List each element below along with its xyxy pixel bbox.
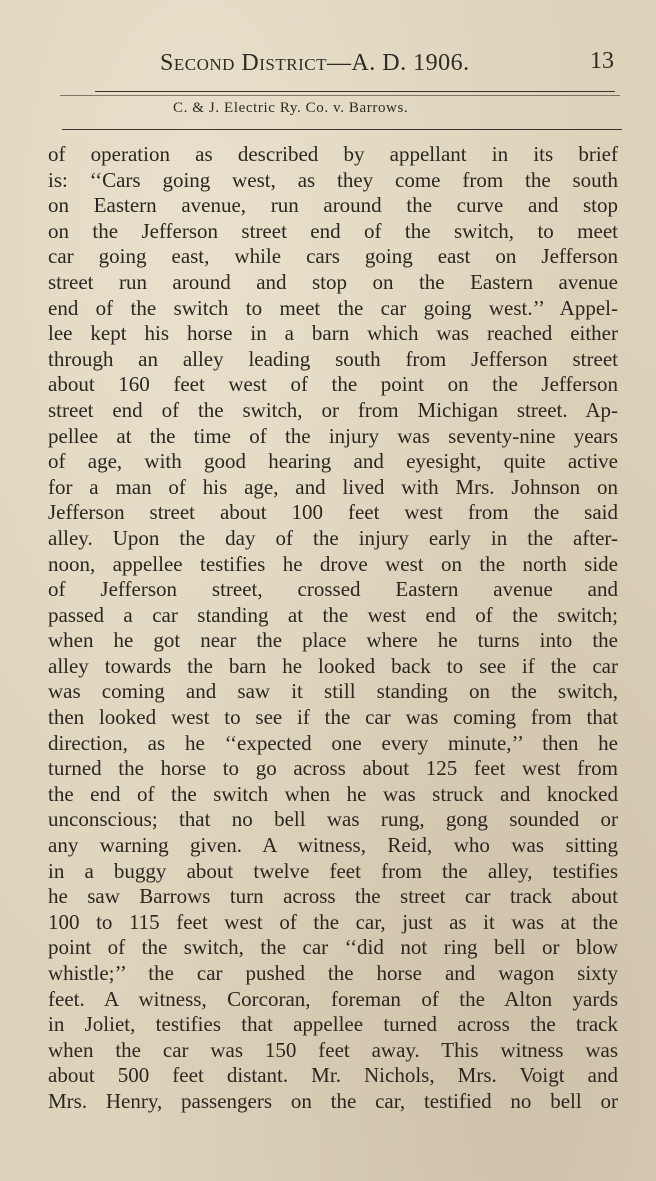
text-line: when the car was 150 feet away. This witness was bbox=[48, 1037, 618, 1062]
text-line: noon, appellee testifies he drove west on the north side bbox=[48, 551, 618, 576]
text-line: then looked west to see if the car was coming from that bbox=[48, 705, 618, 730]
body-text bbox=[48, 142, 618, 1115]
header-rule-top-thin bbox=[60, 95, 620, 96]
text-line: alley. Upon the day of the injury early in the after- bbox=[48, 525, 618, 550]
text-line: of age, with good hearing and eyesight, quite active bbox=[48, 449, 618, 474]
text-line: Mrs. Henry, passengers on the car, testified no bell or bbox=[48, 1088, 618, 1113]
text-line: the end of the switch when he was struck and knocked bbox=[48, 781, 618, 806]
text-line: of operation as described by appellant in its brief bbox=[48, 142, 618, 166]
text-line: Jefferson street about 100 feet west from the said bbox=[48, 500, 618, 525]
text-line: when he got near the place where he turns into the bbox=[48, 628, 618, 653]
text-line: of Jefferson street, crossed Eastern avenue and bbox=[48, 577, 618, 602]
text-line: end of the switch to meet the car going west.’’ Appel- bbox=[48, 295, 618, 320]
text-line: whistle;’’ the car pushed the horse and wagon sixty bbox=[48, 961, 618, 985]
header-rule-top bbox=[95, 91, 615, 92]
text-line: alley towards the barn he looked back to see if the car bbox=[48, 653, 618, 678]
text-line: street end of the switch, or from Michigan street. Ap- bbox=[48, 397, 618, 422]
case-title: C. & J. Electric Ry. Co. v. Barrows. bbox=[173, 100, 409, 116]
text-line: unconscious; that no bell was rung, gong sounded or bbox=[48, 807, 618, 832]
text-line: on the Jefferson street end of the switch, to meet bbox=[48, 218, 618, 243]
running-head: Second District—A. D. 1906. bbox=[160, 50, 470, 76]
text-line: on Eastern avenue, run around the curve and stop bbox=[48, 193, 618, 218]
text-line: for a man of his age, and lived with Mrs. Johnson on bbox=[48, 474, 618, 499]
text-line: in a buggy about twelve feet from the alley, testifies bbox=[48, 858, 618, 883]
text-line: feet. A witness, Corcoran, foreman of the Alton yards bbox=[48, 986, 618, 1011]
text-line: turned the horse to go across about 125 feet west from bbox=[48, 756, 618, 781]
text-line: is: ‘‘Cars going west, as they come from the south bbox=[48, 167, 618, 192]
text-line: car going east, while cars going east on Jefferson bbox=[48, 244, 618, 269]
text-line: lee kept his horse in a barn which was reached either bbox=[48, 321, 618, 346]
text-line: pellee at the time of the injury was seventy-nine years bbox=[48, 423, 618, 448]
text-line: in Joliet, testifies that appellee turned across the track bbox=[48, 1012, 618, 1037]
text-line: about 160 feet west of the point on the Jefferson bbox=[48, 372, 618, 397]
text-line: street run around and stop on the Eastern avenue bbox=[48, 269, 618, 294]
text-line: direction, as he ‘‘expected one every minute,’’ then he bbox=[48, 730, 618, 755]
page-number: 13 bbox=[590, 48, 614, 74]
text-line: he saw Barrows turn across the street car track about bbox=[48, 884, 618, 909]
text-line: any warning given. A witness, Reid, who was sitting bbox=[48, 833, 618, 858]
header-rule-bottom bbox=[62, 129, 622, 130]
text-line: was coming and saw it still standing on the switch, bbox=[48, 679, 618, 704]
text-line: passed a car standing at the west end of the switch; bbox=[48, 602, 618, 627]
text-line: point of the switch, the car ‘‘did not ring bell or blow bbox=[48, 935, 618, 960]
text-line: 100 to 115 feet west of the car, just as it was at the bbox=[48, 909, 618, 934]
text-line: about 500 feet distant. Mr. Nichols, Mrs. Voigt and bbox=[48, 1063, 618, 1088]
text-line: through an alley leading south from Jefferson street bbox=[48, 346, 618, 371]
